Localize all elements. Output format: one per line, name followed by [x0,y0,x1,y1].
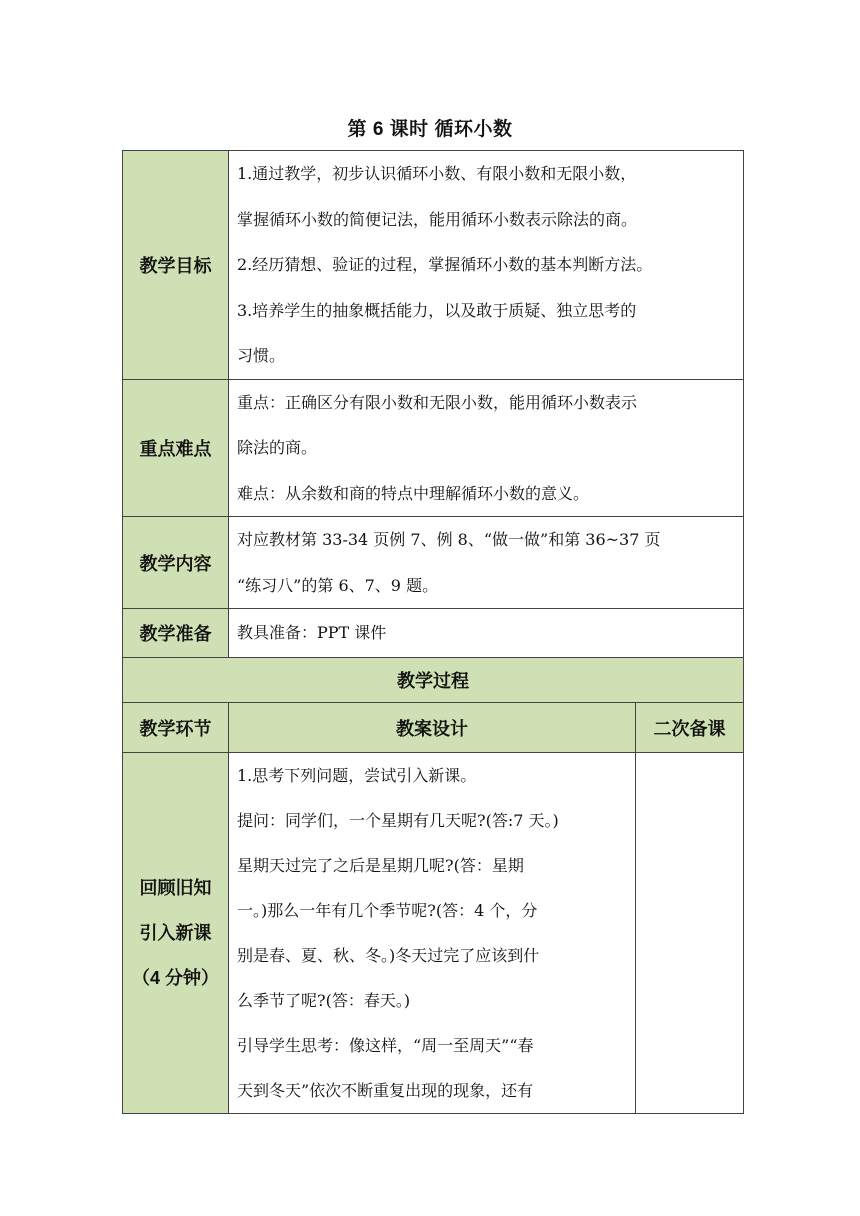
key-points-line: 除法的商。 [237,438,318,457]
row-column-headers [123,703,744,753]
stage-1-design [229,753,636,1114]
content-text [229,517,744,609]
preparation-label: 教学准备 [123,609,229,658]
objectives-line: 习惯。 [237,346,286,365]
row-key-points [123,379,744,517]
lesson-plan-table [122,150,744,1114]
process-header: 教学过程 [123,658,744,703]
stage-1-second-prep[interactable] [636,753,744,1114]
stage-1-line: 星期天过完了之后是星期几呢?(答：星期 [237,856,524,875]
stage-1-line: 别是春、夏、秋、冬。)冬天过完了应该到什 [237,946,540,965]
stage-1-line: 引导学生思考：像这样，“周一至周天”“春 [237,1036,534,1055]
row-objectives [123,151,744,380]
stage-1-line: 一。)那么一年有几个季节呢?(答：4 个，分 [237,901,538,920]
content-line: “练习八”的第 6、7、9 题。 [237,575,439,595]
page-title: 第 6 课时 循环小数 [347,119,513,140]
objectives-line: 1.通过教学，初步认识循环小数、有限小数和无限小数， [237,164,637,183]
objectives-line: 掌握循环小数的简便记法，能用循环小数表示除法的商。 [237,209,638,229]
stage-1-line: 1.思考下列问题，尝试引入新课。 [237,766,477,785]
col-stage-header: 教学环节 [123,703,229,753]
key-points-line: 重点：正确区分有限小数和无限小数，能用循环小数表示 [237,392,638,412]
stage-1-label-line: 引入新课 [139,922,212,943]
col-second-prep-header: 二次备课 [636,703,744,753]
row-preparation [123,609,744,658]
row-content [123,517,744,609]
key-points-label: 重点难点 [123,379,229,517]
stage-1-line: 提问：同学们，一个星期有几天呢?(答:7 天。) [237,811,559,830]
key-points-line: 难点：从余数和商的特点中理解循环小数的意义。 [237,483,590,503]
objectives-text [229,151,744,380]
objectives-line: 3.培养学生的抽象概括能力，以及敢于质疑、独立思考的 [237,300,637,320]
objectives-line: 2.经历猜想、验证的过程，掌握循环小数的基本判断方法。 [237,255,653,274]
stage-1-line: 天到冬天”依次不断重复出现的现象，还有 [237,1081,534,1100]
content-label: 教学内容 [123,517,229,609]
content-line: 对应教材第 33-34 页例 7、例 8、“做一做”和第 36~37 页 [237,530,661,549]
preparation-text: 教具准备：PPT 课件 [229,609,744,658]
stage-1-label [123,753,229,1114]
stage-1-label-line: （4 分钟） [131,967,219,988]
key-points-text [229,379,744,517]
stage-1-line: 么季节了呢?(答：春天。) [237,991,411,1010]
col-design-header: 教案设计 [229,703,636,753]
stage-1-label-line: 回顾旧知 [139,877,212,898]
row-process-header [123,658,744,703]
row-stage-1 [123,753,744,1114]
objectives-label: 教学目标 [123,151,229,380]
